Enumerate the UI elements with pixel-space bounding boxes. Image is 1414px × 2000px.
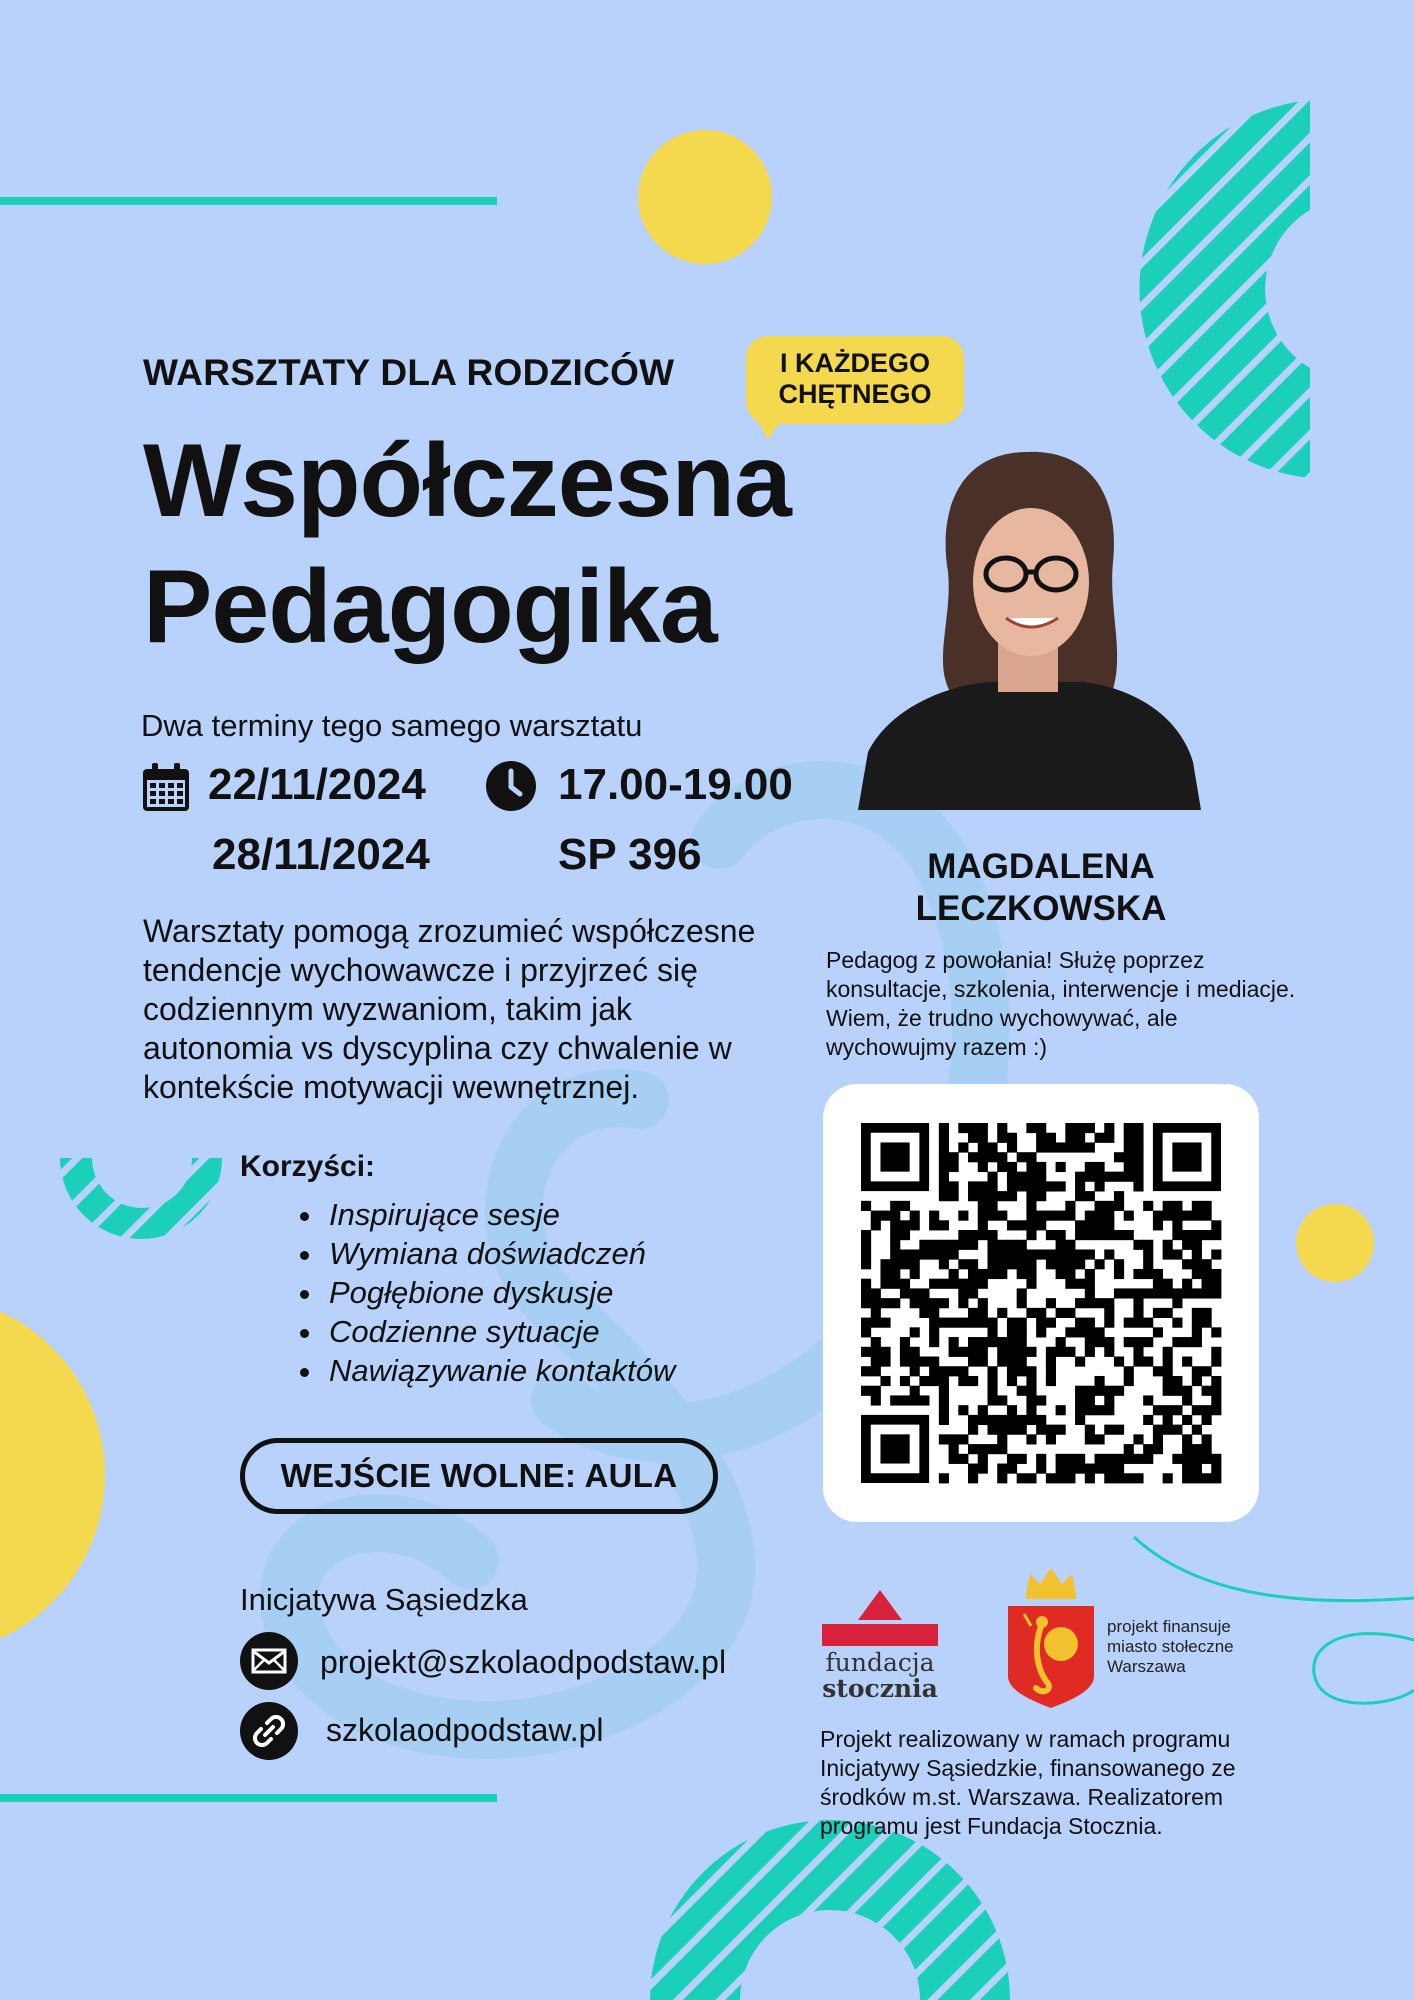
- event-time: 17.00-19.00: [558, 760, 793, 809]
- free-entry-badge: WEJŚCIE WOLNE: AULA: [240, 1438, 718, 1514]
- calendar-icon: [141, 762, 191, 817]
- clock-icon: [485, 760, 537, 817]
- yellow-circle-left-large: [0, 1295, 105, 1655]
- date-first: 22/11/2024: [208, 760, 426, 809]
- link-icon: [240, 1702, 298, 1760]
- list-item: • Inspirujące sesje: [325, 1195, 675, 1234]
- warsaw-coat-of-arms-icon: [1006, 1556, 1096, 1713]
- yellow-circle-right: [1296, 1204, 1374, 1282]
- initiative-label: Inicjatywa Sąsiedzka: [240, 1582, 528, 1617]
- funding-note: Projekt realizowany w ramach programu Inicjatywy Sąsiedzkie, finansowanego ze środków m.st. Warszawa. Realizatorem programu jest Fundacja Stocznia.: [820, 1726, 1236, 1839]
- website-link[interactable]: szkolaodpodstaw.pl: [326, 1712, 604, 1748]
- list-item: • Codzienne sytuacje: [325, 1312, 675, 1351]
- speaker-last-name: LECZKOWSKA: [915, 889, 1167, 928]
- city-label-line-3: Warszawa: [1107, 1657, 1186, 1676]
- speaker-photo: [858, 432, 1201, 810]
- striped-arc-top-right: [1139, 100, 1310, 478]
- speaker-first-name: MAGDALENA: [927, 847, 1155, 886]
- bubble-line-1: I KAŻDEGO: [779, 348, 930, 378]
- speaker-bio: Pedagog z powołania! Służę poprzez konsultacje, szkolenia, interwencje i mediacje. Wiem, że trudno wychowywać, ale wychowujmy razem :): [826, 947, 1296, 1060]
- qr-code-card[interactable]: [823, 1084, 1259, 1522]
- list-item: • Pogłębione dyskusje: [325, 1273, 675, 1312]
- fund-logo-text-line-1: fundacja: [825, 1648, 935, 1677]
- fundacja-stocznia-wordmark: [820, 1650, 940, 1702]
- event-eyebrow: WARSZTATY DLA RODZICÓW: [143, 352, 675, 393]
- title-line-2: Pedagogika: [143, 549, 717, 665]
- fundacja-stocznia-logo: [820, 1588, 940, 1655]
- audience-speech-bubble: [746, 336, 964, 424]
- schedule-subtitle: Dwa terminy tego samego warsztatu: [141, 708, 643, 743]
- event-location: SP 396: [558, 830, 702, 879]
- bubble-line-2: CHĘTNEGO: [778, 379, 932, 409]
- striped-arc-bottom: [650, 1820, 1010, 2000]
- benefits-list: [283, 1195, 675, 1390]
- teal-line-bottom: [0, 1794, 497, 1802]
- city-label-line-1: projekt finansuje: [1107, 1617, 1231, 1636]
- envelope-icon: [240, 1632, 298, 1690]
- workshop-description: Warsztaty pomogą zrozumieć współczesne tendencje wychowawcze i przyjrzeć się codziennym wyzwaniom, takim jak autonomia vs dyscyplina czy chwalenie w kontekście motywacji wewnętrznej.: [143, 913, 756, 1105]
- contact-email-link[interactable]: projekt@szkolaodpodstaw.pl: [320, 1644, 727, 1680]
- speaker-name: [860, 846, 1222, 930]
- list-item: • Wymiana doświadczeń: [325, 1234, 675, 1273]
- fund-logo-text-line-2: stocznia: [822, 1674, 938, 1703]
- city-label-line-2: miasto stołeczne: [1107, 1637, 1234, 1656]
- striped-arc-left: [60, 1158, 222, 1239]
- teal-line-top: [0, 197, 497, 205]
- page-title: [143, 418, 791, 670]
- qr-code-icon[interactable]: [823, 1084, 1259, 1522]
- yellow-circle-top: [638, 130, 772, 264]
- benefits-title: Korzyści:: [240, 1150, 376, 1183]
- list-item: • Nawiązywanie kontaktów: [325, 1351, 675, 1390]
- date-second: 28/11/2024: [212, 830, 430, 879]
- title-line-1: Współczesna: [143, 423, 791, 539]
- city-funding-label: [1107, 1617, 1234, 1677]
